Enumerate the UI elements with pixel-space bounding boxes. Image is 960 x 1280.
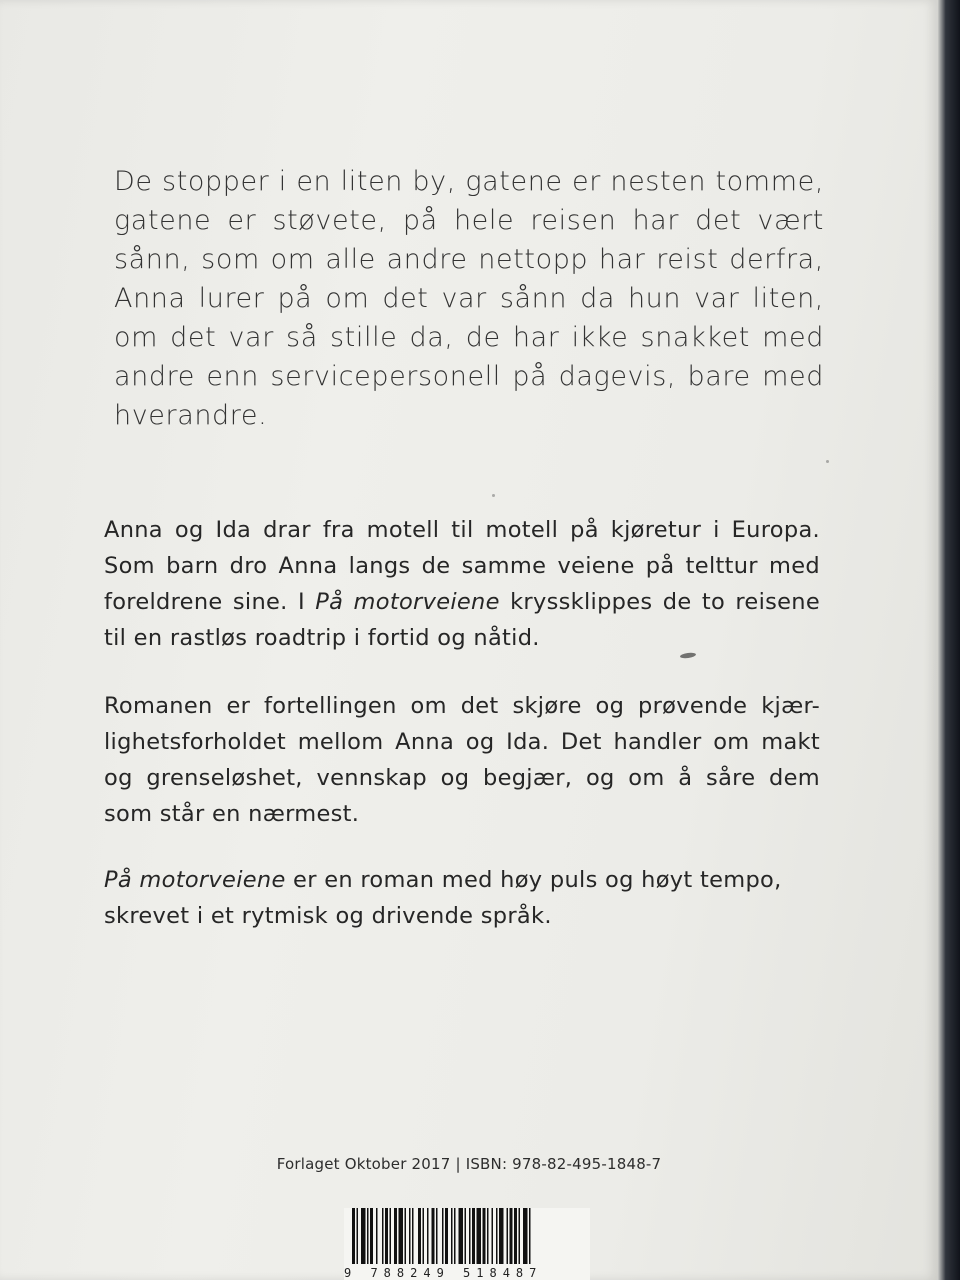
barcode-bar	[519, 1208, 521, 1264]
excerpt-line: hverandre.	[114, 400, 268, 431]
barcode-bar	[496, 1208, 498, 1264]
barcode-bar	[472, 1208, 475, 1264]
barcode-bar	[399, 1208, 404, 1264]
excerpt-line: gatene er støvete, på hele reisen har det vært	[114, 205, 824, 236]
barcode-bar	[423, 1208, 425, 1264]
blurb-line: som står en nærmest.	[104, 801, 360, 827]
isbn-barcode	[344, 1208, 590, 1280]
blurb-paragraph-1	[104, 512, 820, 656]
blurb-text: foreldrene sine. I	[104, 589, 316, 615]
blurb-line	[104, 862, 820, 898]
barcode-bar	[436, 1208, 438, 1264]
blurb-text: kryssklippes de to reisene	[499, 589, 820, 615]
excerpt-quote	[114, 162, 824, 435]
book-title-italic: På motorveiene	[315, 589, 500, 615]
book-title-italic: På motorveiene	[104, 867, 286, 893]
blurb-line: skrevet i et rytmisk og drivende språk.	[104, 903, 552, 929]
excerpt-line: andre enn servicepersonell på dagevis, bare med	[114, 361, 824, 392]
barcode-bar	[376, 1208, 378, 1264]
barcode-bar	[459, 1208, 464, 1264]
paper-speck	[492, 494, 495, 497]
barcode-bar	[367, 1208, 369, 1264]
barcode-bar	[394, 1208, 397, 1264]
barcode-bar	[510, 1208, 513, 1264]
paper-speck	[826, 460, 829, 463]
barcode-bar	[418, 1208, 421, 1264]
publisher-isbn-line: Forlaget Oktober 2017 | ISBN: 978-82-495-1848-7	[276, 1155, 662, 1173]
blurb-line: lighetsforholdet mellom Anna og Ida. Det handler om makt	[104, 729, 820, 755]
excerpt-line: De stopper i en liten by, gatene er nesten tomme,	[114, 166, 824, 197]
cover-edge-shadow	[938, 0, 960, 1280]
excerpt-line: sånn, som om alle andre nettopp har reist derfra,	[114, 244, 824, 275]
barcode-bar	[352, 1208, 355, 1264]
blurb-line: Som barn dro Anna langs de samme veiene på telttur med	[104, 553, 820, 579]
excerpt-line: Anna lurer på om det var sånn da hun var liten,	[114, 283, 824, 314]
blurb-line: og grenseløshet, vennskap og begjær, og om å såre dem	[104, 765, 820, 791]
barcode-bar	[412, 1208, 414, 1264]
barcode-bar	[454, 1208, 456, 1264]
barcode-bar	[409, 1208, 411, 1264]
barcode-bar	[507, 1208, 509, 1264]
barcode-bar	[477, 1208, 482, 1264]
excerpt-line: om det var så stille da, de har ikke snakket med	[114, 322, 824, 353]
barcode-bar	[382, 1208, 384, 1264]
barcode-bar	[405, 1208, 407, 1264]
barcode-bar	[442, 1208, 444, 1264]
blurb-line: Anna og Ida drar fra motell til motell på kjøretur i Europa.	[104, 517, 820, 543]
barcode-bar	[523, 1208, 528, 1264]
blurb-paragraph-3	[104, 862, 820, 934]
barcode-bar	[357, 1208, 359, 1264]
blurb-text: er en roman med høy puls og høyt tempo,	[285, 867, 782, 893]
barcode-bar	[385, 1208, 388, 1264]
barcode-bar	[390, 1208, 392, 1264]
barcode-bar	[514, 1208, 517, 1264]
barcode-bar	[499, 1208, 504, 1264]
barcode-bar	[492, 1208, 494, 1264]
barcode-bar	[370, 1208, 373, 1264]
barcode-bar	[465, 1208, 467, 1264]
barcode-bar	[529, 1208, 531, 1264]
barcode-bar	[427, 1208, 429, 1264]
barcode-bar	[451, 1208, 453, 1264]
barcode-bar	[445, 1208, 448, 1264]
blurb-paragraph-2	[104, 688, 820, 832]
barcode-bar	[483, 1208, 486, 1264]
barcode-bar	[432, 1208, 435, 1264]
barcode-bar	[487, 1208, 489, 1264]
blurb-line: Romanen er fortellingen om det skjøre og prøvende kjær-	[104, 693, 820, 719]
barcode-digits: 9 788249 518487	[344, 1266, 543, 1280]
blurb-line: til en rastløs roadtrip i fortid og nåtid.	[104, 625, 540, 651]
barcode-bars	[344, 1208, 590, 1266]
barcode-bar	[361, 1208, 366, 1264]
barcode-bar	[469, 1208, 471, 1264]
blurb-line	[104, 584, 820, 620]
